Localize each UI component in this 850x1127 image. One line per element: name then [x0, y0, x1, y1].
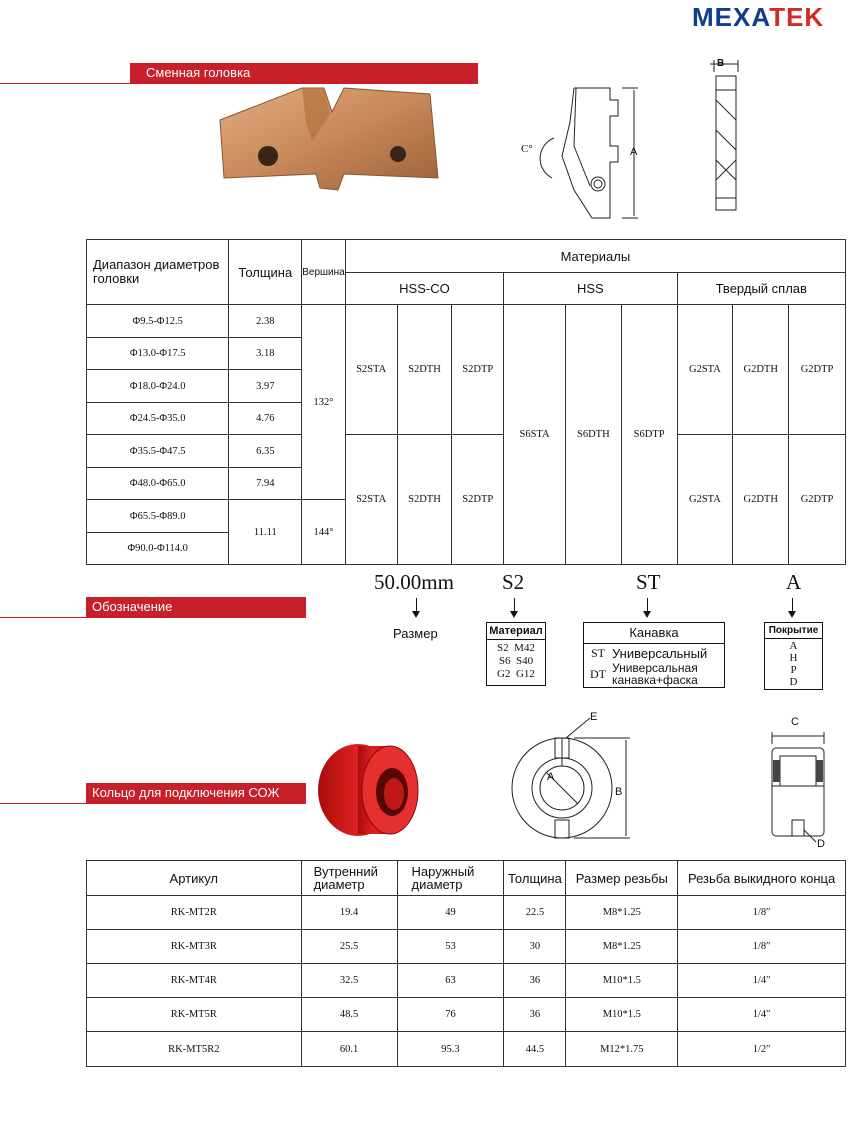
code-cell: S6DTP — [621, 305, 677, 565]
group-hss: HSS — [504, 273, 677, 305]
thickness-cell: 3.97 — [229, 370, 302, 403]
table-cell: 63 — [397, 964, 504, 998]
coating-row: D — [789, 676, 798, 688]
code-cell: G2DTH — [733, 435, 789, 565]
coating-row: P — [790, 664, 797, 676]
size-code: 50.00mm — [374, 570, 454, 594]
insert-drawing-side — [514, 86, 664, 222]
table-cell: M8*1.25 — [566, 930, 678, 964]
code-cell: G2STA — [677, 305, 733, 435]
table-row — [87, 998, 846, 1032]
code-cell: G2STA — [677, 435, 733, 565]
table-cell: 36 — [504, 964, 566, 998]
angle-c-label: C° — [521, 143, 533, 155]
arrow-head — [643, 611, 651, 618]
material-box — [486, 622, 546, 686]
thickness-cell: 7.94 — [229, 468, 302, 500]
header-article: Артикул — [87, 861, 302, 896]
group-carbide: Твердый сплав — [677, 273, 846, 305]
groove-st-text: Универсальный — [612, 646, 708, 661]
ring-b-label: B — [615, 786, 623, 798]
table-cell: 1/4″ — [678, 998, 846, 1032]
table-cell: 1/8″ — [678, 930, 846, 964]
table-cell: 36 — [504, 998, 566, 1032]
table-cell: RK-MT4R — [87, 964, 302, 998]
brand-logo-prefix: MEXA — [692, 2, 770, 32]
header-outer-diameter: Наружный диаметр — [397, 861, 504, 896]
brand-logo-suffix: TEK — [769, 2, 825, 32]
table-cell: RK-MT5R2 — [87, 1032, 302, 1067]
code-cell: G2DTP — [789, 305, 846, 435]
coolant-ring-image — [312, 738, 422, 842]
table-cell: 22.5 — [504, 896, 566, 930]
size-label: Размер — [393, 626, 438, 641]
header-range: Диапазон диаметров головки — [87, 240, 229, 305]
code-cell: S2DTP — [452, 435, 504, 565]
header-inner-diameter: Вутренний диаметр — [301, 861, 397, 896]
range-cell: Φ48.0-Φ65.0 — [87, 468, 229, 500]
header-thickness: Толщина — [229, 240, 302, 305]
ring-drawing-side — [764, 720, 830, 852]
ring-table — [86, 860, 846, 1067]
section-heading-ring: Кольцо для подключения СОЖ — [86, 783, 306, 804]
coating-code: A — [786, 570, 802, 594]
arrow-line — [792, 598, 793, 612]
table-cell: 1/4″ — [678, 964, 846, 998]
brand-logo — [692, 2, 824, 33]
coating-box — [764, 622, 823, 690]
material-row: S2 M42 — [497, 642, 535, 654]
heads-table — [86, 239, 846, 565]
table-cell: 76 — [397, 998, 504, 1032]
coating-box-title: Покрытие — [765, 623, 822, 639]
coating-row: H — [789, 652, 798, 664]
range-cell: Φ65.5-Φ89.0 — [87, 500, 229, 533]
arrow-head — [412, 611, 420, 618]
code-cell: S2STA — [345, 435, 397, 565]
section-rule — [0, 83, 130, 84]
code-cell: S2DTP — [452, 305, 504, 435]
groove-box — [583, 622, 725, 688]
groove-dt-code: DT — [590, 666, 606, 681]
arrow-line — [514, 598, 515, 612]
range-cell: Φ9.5-Φ12.5 — [87, 305, 229, 338]
material-box-title: Материал — [487, 623, 545, 640]
range-cell: Φ24.5-Φ35.0 — [87, 403, 229, 435]
thickness-cell: 3.18 — [229, 338, 302, 370]
range-cell: Φ18.0-Φ24.0 — [87, 370, 229, 403]
arrow-head — [510, 611, 518, 618]
header-materials: Материалы — [345, 240, 845, 273]
section-rule — [0, 617, 86, 618]
thickness-cell: 2.38 — [229, 305, 302, 338]
ring-c-label: C — [791, 716, 799, 728]
section-heading-head: Сменная головка — [130, 63, 478, 84]
section-rule — [0, 803, 86, 804]
length-a-label: A — [630, 146, 638, 158]
table-cell: 44.5 — [504, 1032, 566, 1067]
code-cell: S2STA — [345, 305, 397, 435]
table-row — [87, 964, 846, 998]
group-hssco: HSS-CO — [345, 273, 503, 305]
table-cell: 32.5 — [301, 964, 397, 998]
table-cell: 49 — [397, 896, 504, 930]
ring-e-label: E — [590, 711, 598, 723]
table-cell: RK-MT3R — [87, 930, 302, 964]
arrow-line — [647, 598, 648, 612]
thickness-b-label: B — [717, 58, 725, 69]
ring-drawing-front — [504, 708, 636, 842]
table-row — [87, 1032, 846, 1067]
header-tip: Вершина — [302, 240, 346, 305]
table-row — [87, 896, 846, 930]
table-cell: RK-MT2R — [87, 896, 302, 930]
table-cell: 25.5 — [301, 930, 397, 964]
coating-row: A — [789, 640, 798, 652]
arrow-line — [416, 598, 417, 612]
range-cell: Φ35.5-Φ47.5 — [87, 435, 229, 468]
code-cell: G2DTH — [733, 305, 789, 435]
table-cell: 30 — [504, 930, 566, 964]
code-cell: S2DTH — [397, 305, 452, 435]
code-cell: S6DTH — [565, 305, 621, 565]
header-thickness: Толщина — [504, 861, 566, 896]
code-cell: S6STA — [504, 305, 566, 565]
groove-code: ST — [636, 570, 661, 594]
material-row: S6 S40 — [498, 655, 534, 667]
code-cell: S2DTH — [397, 435, 452, 565]
table-cell: M12*1.75 — [566, 1032, 678, 1067]
ring-a-label: A — [547, 771, 555, 783]
section-heading-designation: Обозначение — [86, 597, 306, 618]
material-code: S2 — [502, 570, 525, 594]
header-outlet-thread: Резьба выкидного конца — [678, 861, 846, 896]
table-cell: 60.1 — [301, 1032, 397, 1067]
table-cell: 95.3 — [397, 1032, 504, 1067]
range-cell: Φ90.0-Φ114.0 — [87, 533, 229, 565]
table-cell: 48.5 — [301, 998, 397, 1032]
groove-dt-text: Универсальная канавка+фаска — [612, 661, 698, 687]
table-cell: 1/2″ — [678, 1032, 846, 1067]
table-row — [87, 930, 846, 964]
material-row: G2 G12 — [497, 668, 535, 680]
tip-cell: 132° — [302, 305, 346, 500]
table-cell: 1/8″ — [678, 896, 846, 930]
arrow-head — [788, 611, 796, 618]
header-thread: Размер резьбы — [566, 861, 678, 896]
table-cell: 19.4 — [301, 896, 397, 930]
groove-st-code: ST — [590, 646, 605, 660]
range-cell: Φ13.0-Φ17.5 — [87, 338, 229, 370]
code-cell: G2DTP — [789, 435, 846, 565]
table-cell: 53 — [397, 930, 504, 964]
thickness-cell: 11.11 — [229, 500, 302, 565]
insert-drawing-front — [706, 60, 746, 216]
thickness-cell: 6.35 — [229, 435, 302, 468]
table-cell: M10*1.5 — [566, 964, 678, 998]
tip-cell: 144° — [302, 500, 346, 565]
thickness-cell: 4.76 — [229, 403, 302, 435]
table-cell: RK-MT5R — [87, 998, 302, 1032]
ring-d-label: D — [817, 838, 825, 850]
table-cell: M10*1.5 — [566, 998, 678, 1032]
table-cell: M8*1.25 — [566, 896, 678, 930]
insert-blade-image — [212, 82, 444, 192]
groove-box-title: Канавка — [584, 623, 724, 644]
